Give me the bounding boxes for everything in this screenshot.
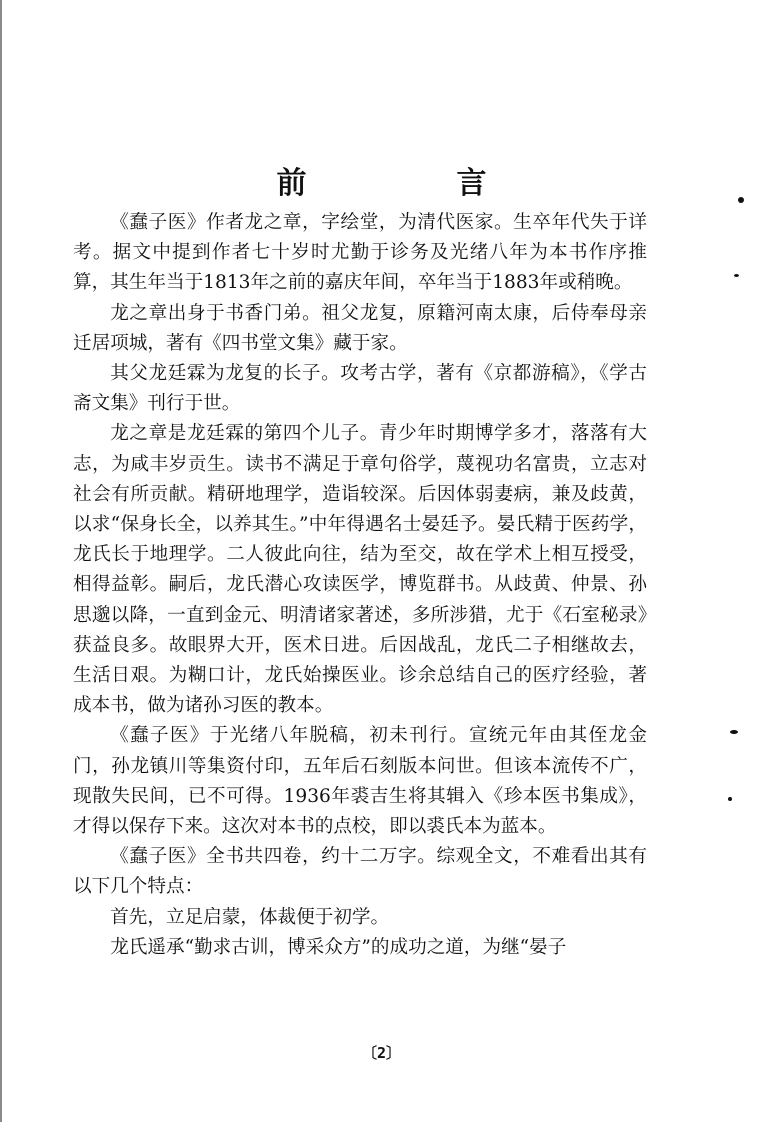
page-number: 〔2〕 (361, 1044, 402, 1062)
paragraph: 龙之章是龙廷霖的第四个儿子。青少年时期博学多才，落落有大志，为咸丰岁贡生。读书不满足于章句俗学，蔑视功名富贵，立志对社会有所贡献。精研地理学，造诣较深。后因体弱妻病，兼及歧黄，以求“保身长全，以养其生。”中年得遇名士晏廷予。晏氏精于医药学，龙氏长于地理学。二人彼此向往，结为至交，故在学术上相互授受，相得益彰。嗣后，龙氏潜心攻读医学，博览群书。从歧黄、仲景、孙思邈以降，一直到金元、明清诸家著述，多所涉猎，尤于《石室秘录》获益良多。故眼界大开，医术日进。后因战乱，龙氏二子相继故去，生活日艰。为糊口计，龙氏始操医业。诊余总结自己的医疗经验，著成本书，做为诸孙习医的教本。 (73, 423, 647, 717)
paragraph: 其父龙廷霖为龙复的长子。攻考古学，著有《京都游稿》，《学古斋文集》刊行于世。 (73, 363, 647, 415)
paragraph: 《蠢子医》全书共四卷，约十二万字。综观全文，不难看出其有以下几个特点： (73, 846, 647, 898)
paragraph: 龙氏遥承“勤求古训，博采众方”的成功之道，为继“晏子 (110, 936, 567, 958)
paragraph: 龙之章出身于书香门弟。祖父龙复，原籍河南太康，后侍奉母亲迁居项城，著有《四书堂文集》藏于家。 (73, 302, 647, 354)
scan-speck (728, 797, 732, 801)
scan-speck (734, 274, 739, 277)
paragraph: 《蠢子医》于光绪八年脱稿，初未刊行。宣统元年由其侄龙金门，孙龙镇川等集资付印，五年后石刻版本问世。但该本流传不广，现散失民间，已不可得。1936年裘吉生将其辑入《珍本医书集成》，才得以保存下来。这次对本书的点校，即以裘氏本为蓝本。 (73, 725, 647, 838)
body-text (73, 208, 647, 963)
page-title: 前 言 (276, 166, 547, 201)
scan-speck (730, 730, 738, 734)
paragraph: 《蠢子医》作者龙之章，字绘堂，为清代医家。生卒年代失于详考。据文中提到作者七十岁时尤勤于诊务及光绪八年为本书作序推算，其生年当于1813年之前的嘉庆年间，卒年当于1883年或稍晚。 (73, 212, 647, 294)
paragraph: 首先，立足启蒙，体裁便于初学。 (110, 906, 390, 928)
scan-speck (738, 197, 744, 203)
